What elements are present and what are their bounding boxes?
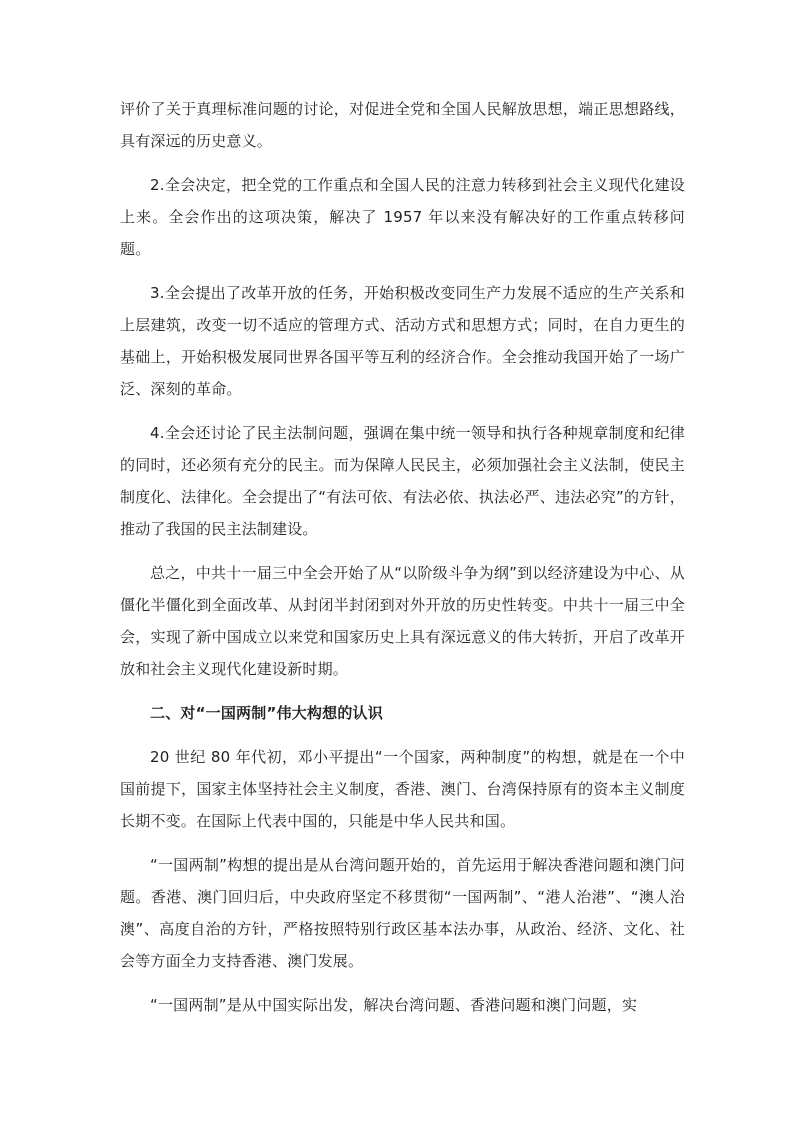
paragraph-point-3: 3.全会提出了改革开放的任务，开始积极改变同生产力发展不适应的生产关系和上层建筑，改变一切不适应的管理方式、活动方式和思想方式；同时，在自力更生的基础上，开始积极发展同世界各国平等互利的经济合作。全会推动我国开始了一场广泛、深刻的革命。 <box>120 284 685 398</box>
paragraph-summary: 总之，中共十一届三中全会开始了从“以阶级斗争为纲”到以经济建设为中心、从僵化半僵化到全面改革、从封闭半封闭到对外开放的历史性转变。中共十一届三中全会，实现了新中国成立以来党和国家历史上具有深远意义的伟大转折，开启了改革开放和社会主义现代化建设新时期。 <box>120 564 685 678</box>
paragraph-one-country-continued: “一国两制”是从中国实际出发，解决台湾问题、香港问题和澳门问题，实 <box>150 996 638 1014</box>
paragraph-one-country-application: “一国两制”构想的提出是从台湾问题开始的，首先运用于解决香港问题和澳门问题。香港、澳门回归后，中央政府坚定不移贯彻“一国两制”、“港人治港”、“澳人治澳”、高度自治的方针，严格按照特别行政区基本法办事，从政治、经济、文化、社会等方面全力支持香港、澳门发展。 <box>120 856 685 970</box>
paragraph-point-2: 2.全会决定，把全党的工作重点和全国人民的注意力转移到社会主义现代化建设上来。全会作出的这项决策，解决了 1957 年以来没有解决好的工作重点转移问题。 <box>120 176 685 258</box>
paragraph-point-4: 4.全会还讨论了民主法制问题，强调在集中统一领导和执行各种规章制度和纪律的同时，还必须有充分的民主。而为保障人民民主，必须加强社会主义法制，使民主制度化、法律化。全会提出了“有法可依、有法必依、执法必严、违法必究”的方针，推动了我国的民主法制建设。 <box>120 424 685 538</box>
document-body <box>120 93 685 1033</box>
paragraph-continuation: 评价了关于真理标准问题的讨论，对促进全党和全国人民解放思想，端正思想路线，具有深远的历史意义。 <box>120 100 685 150</box>
section-heading: 二、对“一国两制”伟大构想的认识 <box>150 704 383 722</box>
paragraph-one-country-intro: 20 世纪 80 年代初，邓小平提出“一个国家，两种制度”的构想，就是在一个中国前提下，国家主体坚持社会主义制度，香港、澳门、台湾保持原有的资本主义制度长期不变。在国际上代表中国的，只能是中华人民共和国。 <box>120 748 685 830</box>
